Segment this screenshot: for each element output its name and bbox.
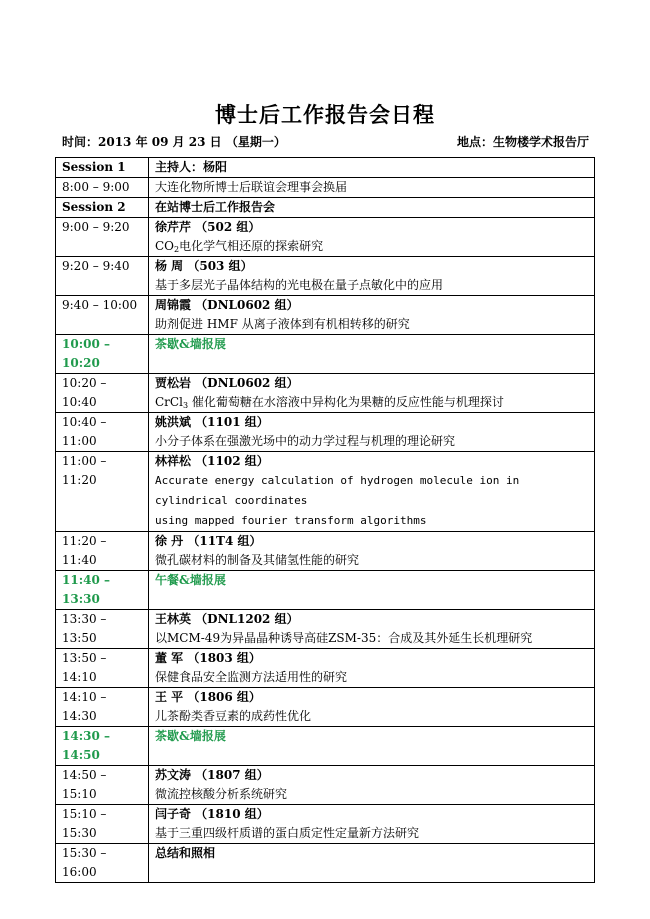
talk-title: 儿茶酚类香豆素的成药性优化 bbox=[155, 709, 312, 723]
talk-row bbox=[56, 296, 595, 335]
talk-title: 助剂促进 HMF 从离子液体到有机相转移的研究 bbox=[155, 317, 410, 331]
speaker: 董 军 （1803 组） bbox=[155, 651, 261, 665]
speaker: 苏文涛 （1807 组） bbox=[155, 768, 269, 782]
talk-title: $CO_2$电化学气相还原的探索研究 bbox=[155, 239, 324, 254]
session-2-row bbox=[56, 198, 595, 218]
time-cell: 14:10 – 14:30 bbox=[56, 688, 149, 727]
session-1-row bbox=[56, 158, 595, 178]
talk-title: 微流控核酸分析系统研究 bbox=[155, 787, 288, 801]
speaker: 周锦霞 （DNL0602 组） bbox=[155, 298, 299, 312]
break-row bbox=[56, 571, 595, 610]
talk-row bbox=[56, 374, 595, 413]
page-title: 博士后工作报告会日程 bbox=[215, 102, 435, 127]
speaker: 闫子奇 （1810 组） bbox=[155, 807, 269, 821]
break-label: 茶歇&墙报展 bbox=[149, 335, 595, 374]
talk-title: 基于三重四级杆质谱的蛋白质定性定量新方法研究 bbox=[155, 826, 420, 840]
item-title: 大连化物所博士后联谊会理事会换届 bbox=[149, 178, 595, 198]
talk-row bbox=[56, 257, 595, 296]
session-title: 在站博士后工作报告会 bbox=[149, 198, 595, 218]
speaker: 王林英 （DNL1202 组） bbox=[155, 612, 299, 626]
talk-row bbox=[56, 532, 595, 571]
time-cell: 11:00 – 11:20 bbox=[56, 452, 149, 532]
venue-line: 地点：生物楼学术报告厅 bbox=[457, 135, 590, 149]
time-cell: 15:10 – 15:30 bbox=[56, 805, 149, 844]
time-cell: 9:40 – 10:00 bbox=[56, 296, 149, 335]
table-row bbox=[56, 178, 595, 198]
speaker: 徐芹芹 （502 组） bbox=[155, 220, 261, 234]
talk-title: 以MCM-49为异晶晶种诱导高硅ZSM-35：合成及其外延生长机理研究 bbox=[155, 631, 533, 645]
break-label: 茶歇&墙报展 bbox=[149, 727, 595, 766]
date-line: 时间：2013 年 09 月 23 日 （星期一） bbox=[62, 135, 286, 149]
talk-row bbox=[56, 413, 595, 452]
talk-title: 小分子体系在强激光场中的动力学过程与机理的理论研究 bbox=[155, 434, 456, 448]
time-cell: 11:20 – 11:40 bbox=[56, 532, 149, 571]
time-cell: 14:50 – 15:10 bbox=[56, 766, 149, 805]
talk-title-line-1: Accurate energy calculation of hydrogen molecule ion in cylindrical coordinates bbox=[155, 474, 520, 507]
talk-row bbox=[56, 688, 595, 727]
time-cell: 14:30 – 14:50 bbox=[56, 727, 149, 766]
break-row bbox=[56, 727, 595, 766]
speaker: 姚洪斌 （1101 组） bbox=[155, 415, 269, 429]
time-cell: 11:40 – 13:30 bbox=[56, 571, 149, 610]
time-cell: 9:00 – 9:20 bbox=[56, 218, 149, 257]
speaker: 徐 丹 （11T4 组） bbox=[155, 534, 262, 548]
talk-title: 微孔碳材料的制备及其储氢性能的研究 bbox=[155, 553, 360, 567]
time-cell: 15:30 – 16:00 bbox=[56, 844, 149, 883]
talk-row bbox=[56, 766, 595, 805]
time-cell: 10:40 – 11:00 bbox=[56, 413, 149, 452]
session-label: Session 2 bbox=[56, 198, 149, 218]
closing-row bbox=[56, 844, 595, 883]
speaker: 林祥松 （1102 组） bbox=[155, 454, 269, 468]
closing-label: 总结和照相 bbox=[149, 844, 595, 883]
speaker: 王 平 （1806 组） bbox=[155, 690, 261, 704]
talk-title: CrCl$_3$ 催化葡萄糖在水溶液中异构化为果糖的反应性能与机理探讨 bbox=[155, 395, 504, 410]
speaker: 贾松岩 （DNL0602 组） bbox=[155, 376, 299, 390]
schedule-table bbox=[55, 157, 595, 883]
talk-row bbox=[56, 649, 595, 688]
talk-row bbox=[56, 805, 595, 844]
time-cell: 13:30 – 13:50 bbox=[56, 610, 149, 649]
break-row bbox=[56, 335, 595, 374]
time-cell: 13:50 – 14:10 bbox=[56, 649, 149, 688]
talk-title-line-2: using mapped fourier transform algorithms bbox=[155, 514, 427, 527]
talk-row bbox=[56, 218, 595, 257]
talk-row bbox=[56, 610, 595, 649]
session-host: 主持人：杨阳 bbox=[149, 158, 595, 178]
time-cell: 10:00 – 10:20 bbox=[56, 335, 149, 374]
talk-title: 基于多层光子晶体结构的光电极在量子点敏化中的应用 bbox=[155, 278, 444, 292]
time-cell: 10:20 – 10:40 bbox=[56, 374, 149, 413]
speaker: 杨 周 （503 组） bbox=[155, 259, 253, 273]
session-label: Session 1 bbox=[56, 158, 149, 178]
break-label: 午餐&墙报展 bbox=[149, 571, 595, 610]
time-cell: 9:20 – 9:40 bbox=[56, 257, 149, 296]
talk-title: 保健食品安全监测方法适用性的研究 bbox=[155, 670, 348, 684]
time-cell: 8:00 – 9:00 bbox=[56, 178, 149, 198]
talk-row bbox=[56, 452, 595, 532]
